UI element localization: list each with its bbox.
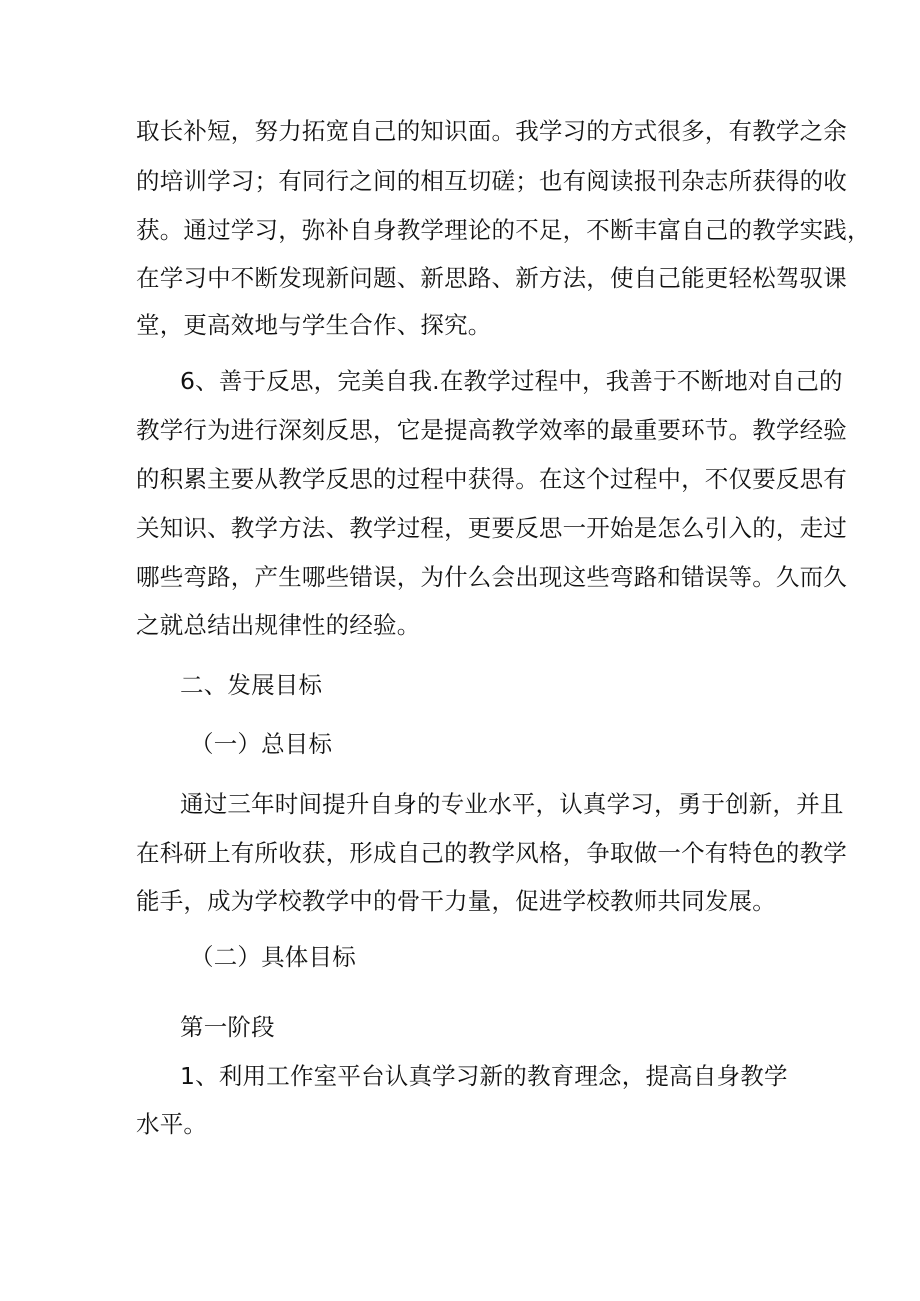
paragraph-line: 在科研上有所收获，形成自己的教学风格，争取做一个有特色的教学 [136, 839, 847, 867]
paragraph-line: 之就总结出规律性的经验。 [136, 611, 421, 639]
subsection-heading: （二）具体目标 [190, 943, 356, 971]
paragraph-line: 6、善于反思，完美自我.在教学过程中，我善于不断地对自己的 [180, 367, 843, 395]
paragraph-line: 获。通过学习，弥补自身教学理论的不足，不断丰富自己的教学实践， [136, 216, 871, 244]
paragraph-line: 能手，成为学校教学中的骨干力量，促进学校教师共同发展。 [136, 887, 776, 915]
paragraph-line: 1、利用工作室平台认真学习新的教育理念，提高自身教学 [180, 1062, 788, 1090]
section-heading: 二、发展目标 [180, 671, 323, 699]
paragraph-line: 的培训学习；有同行之间的相互切磋；也有阅读报刊杂志所获得的收 [136, 167, 847, 195]
paragraph-line: 关知识、教学方法、教学过程，更要反思一开始是怎么引入的，走过 [136, 514, 847, 542]
paragraph-line: 取长补短，努力拓宽自己的知识面。我学习的方式很多，有教学之余 [136, 117, 847, 145]
paragraph-line: 教学行为进行深刻反思，它是提高教学效率的最重要环节。教学经验 [136, 416, 847, 444]
paragraph-line: 在学习中不断发现新问题、新思路、新方法，使自己能更轻松驾驭课 [136, 264, 847, 292]
stage-heading: 第一阶段 [180, 1013, 275, 1041]
paragraph-line: 水平。 [136, 1110, 208, 1138]
paragraph-line: 的积累主要从教学反思的过程中获得。在这个过程中，不仅要反思有 [136, 465, 847, 493]
subsection-heading: （一）总目标 [190, 730, 333, 758]
paragraph-line: 堂，更高效地与学生合作、探究。 [136, 311, 492, 339]
paragraph-line: 通过三年时间提升自身的专业水平，认真学习，勇于创新，并且 [180, 790, 844, 818]
paragraph-line: 哪些弯路，产生哪些错误，为什么会出现这些弯路和错误等。久而久 [136, 563, 847, 591]
